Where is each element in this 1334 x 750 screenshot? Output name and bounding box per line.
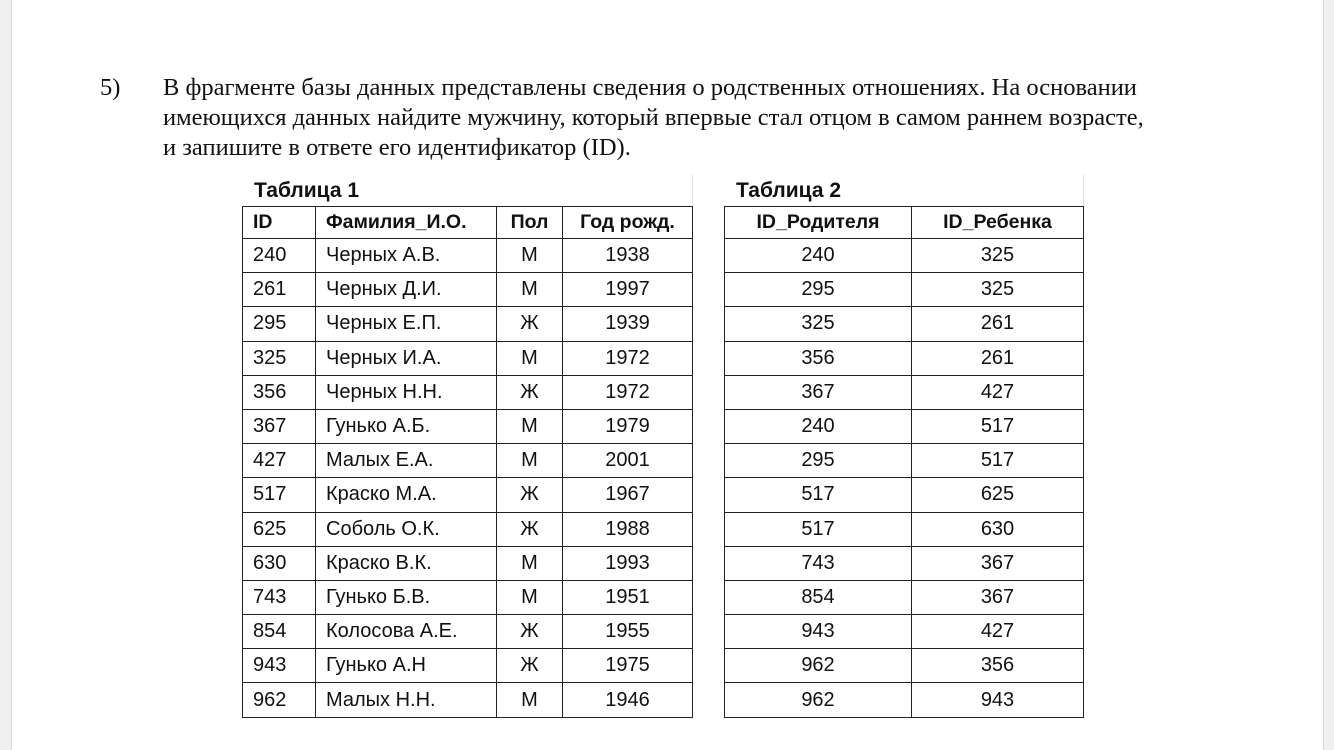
table-row — [725, 580, 1084, 614]
header-parent-id: ID_Родителя — [725, 207, 912, 239]
table-row — [725, 375, 1084, 409]
cell-child-id: 517 — [912, 444, 1084, 478]
cell-year: 1939 — [563, 307, 693, 341]
cell-sex: Ж — [497, 649, 563, 683]
table-row — [243, 444, 693, 478]
cell-parent-id: 356 — [725, 341, 912, 375]
cell-child-id: 943 — [912, 683, 1084, 717]
cell-child-id: 261 — [912, 307, 1084, 341]
cell-sex: Ж — [497, 375, 563, 409]
table-row — [243, 546, 693, 580]
table-row — [725, 683, 1084, 717]
cell-name: Черных И.А. — [316, 341, 497, 375]
task-text: В фрагменте базы данных представлены сведения о родственных отношениях. На основании имеющихся данных найдите мужчину, который впервые стал отцом в самом раннем возрасте, и запишите в ответе его идентификатор (ID). — [163, 74, 1144, 161]
cell-child-id: 325 — [912, 239, 1084, 273]
cell-id: 517 — [243, 478, 316, 512]
cell-sex: М — [497, 546, 563, 580]
cell-child-id: 427 — [912, 615, 1084, 649]
cell-parent-id: 854 — [725, 580, 912, 614]
cell-id: 630 — [243, 546, 316, 580]
table-row — [725, 409, 1084, 443]
cell-year: 1955 — [563, 615, 693, 649]
cell-parent-id: 295 — [725, 273, 912, 307]
cell-name: Колосова А.Е. — [316, 615, 497, 649]
cell-year: 1988 — [563, 512, 693, 546]
cell-name: Малых Е.А. — [316, 444, 497, 478]
cell-year: 1993 — [563, 546, 693, 580]
table-row — [725, 615, 1084, 649]
cell-name: Соболь О.К. — [316, 512, 497, 546]
cell-name: Черных Н.Н. — [316, 375, 497, 409]
header-sex: Пол — [497, 207, 563, 239]
table-row — [243, 239, 693, 273]
cell-id: 743 — [243, 580, 316, 614]
cell-parent-id: 240 — [725, 409, 912, 443]
table-row — [725, 341, 1084, 375]
header-name: Фамилия_И.О. — [316, 207, 497, 239]
cell-year: 1946 — [563, 683, 693, 717]
table-row — [243, 375, 693, 409]
table1-block — [242, 174, 693, 718]
cell-year: 1979 — [563, 409, 693, 443]
cell-id: 962 — [243, 683, 316, 717]
table-row — [725, 273, 1084, 307]
cell-id: 943 — [243, 649, 316, 683]
cell-child-id: 517 — [912, 409, 1084, 443]
cell-sex: Ж — [497, 307, 563, 341]
cell-sex: М — [497, 239, 563, 273]
table-header-row — [725, 207, 1084, 239]
table-row — [725, 512, 1084, 546]
cell-child-id: 356 — [912, 649, 1084, 683]
table-row — [243, 307, 693, 341]
table-row — [725, 649, 1084, 683]
cell-year: 1975 — [563, 649, 693, 683]
cell-id: 356 — [243, 375, 316, 409]
cell-sex: Ж — [497, 615, 563, 649]
table-row — [725, 307, 1084, 341]
cell-child-id: 625 — [912, 478, 1084, 512]
cell-name: Гунько А.Н — [316, 649, 497, 683]
cell-sex: М — [497, 341, 563, 375]
table-row — [243, 649, 693, 683]
cell-id: 427 — [243, 444, 316, 478]
cell-id: 367 — [243, 409, 316, 443]
cell-parent-id: 367 — [725, 375, 912, 409]
cell-sex: Ж — [497, 478, 563, 512]
cell-parent-id: 943 — [725, 615, 912, 649]
table-row — [725, 444, 1084, 478]
cell-sex: М — [497, 683, 563, 717]
table-row — [243, 341, 693, 375]
table-row — [243, 273, 693, 307]
cell-id: 854 — [243, 615, 316, 649]
cell-sex: М — [497, 444, 563, 478]
cell-parent-id: 325 — [725, 307, 912, 341]
table-row — [243, 409, 693, 443]
cell-name: Краско В.К. — [316, 546, 497, 580]
cell-sex: Ж — [497, 512, 563, 546]
cell-child-id: 367 — [912, 580, 1084, 614]
cell-name: Гунько А.Б. — [316, 409, 497, 443]
cell-year: 1972 — [563, 341, 693, 375]
cell-id: 295 — [243, 307, 316, 341]
cell-name: Гунько Б.В. — [316, 580, 497, 614]
header-child-id: ID_Ребенка — [912, 207, 1084, 239]
table-row — [243, 683, 693, 717]
cell-child-id: 367 — [912, 546, 1084, 580]
cell-id: 261 — [243, 273, 316, 307]
cell-sex: М — [497, 409, 563, 443]
people-table — [242, 206, 693, 718]
cell-parent-id: 743 — [725, 546, 912, 580]
cell-child-id: 427 — [912, 375, 1084, 409]
cell-parent-id: 295 — [725, 444, 912, 478]
relations-table — [724, 206, 1084, 718]
table-row — [725, 239, 1084, 273]
header-id: ID — [243, 207, 316, 239]
cell-year: 1967 — [563, 478, 693, 512]
table-row — [243, 615, 693, 649]
table1-title: Таблица 1 — [242, 174, 693, 206]
cell-id: 325 — [243, 341, 316, 375]
cell-name: Краско М.А. — [316, 478, 497, 512]
cell-year: 1938 — [563, 239, 693, 273]
table-row — [243, 580, 693, 614]
cell-parent-id: 240 — [725, 239, 912, 273]
cell-parent-id: 962 — [725, 649, 912, 683]
cell-sex: М — [497, 273, 563, 307]
cell-year: 1951 — [563, 580, 693, 614]
table-row — [243, 478, 693, 512]
cell-child-id: 630 — [912, 512, 1084, 546]
cell-name: Черных Е.П. — [316, 307, 497, 341]
cell-parent-id: 517 — [725, 478, 912, 512]
cell-sex: М — [497, 580, 563, 614]
cell-child-id: 261 — [912, 341, 1084, 375]
cell-year: 1997 — [563, 273, 693, 307]
cell-parent-id: 962 — [725, 683, 912, 717]
table2-title: Таблица 2 — [724, 174, 1084, 206]
cell-name: Черных А.В. — [316, 239, 497, 273]
table-row — [725, 546, 1084, 580]
cell-parent-id: 517 — [725, 512, 912, 546]
table-row — [725, 478, 1084, 512]
header-year: Год рожд. — [563, 207, 693, 239]
cell-year: 2001 — [563, 444, 693, 478]
cell-id: 625 — [243, 512, 316, 546]
table2-block — [724, 174, 1084, 718]
cell-year: 1972 — [563, 375, 693, 409]
cell-id: 240 — [243, 239, 316, 273]
task-number: 5) — [100, 74, 121, 101]
table-row — [243, 512, 693, 546]
cell-name: Черных Д.И. — [316, 273, 497, 307]
people-table-body — [243, 239, 693, 718]
cell-name: Малых Н.Н. — [316, 683, 497, 717]
cell-child-id: 325 — [912, 273, 1084, 307]
table-header-row — [243, 207, 693, 239]
relations-table-body — [725, 239, 1084, 718]
